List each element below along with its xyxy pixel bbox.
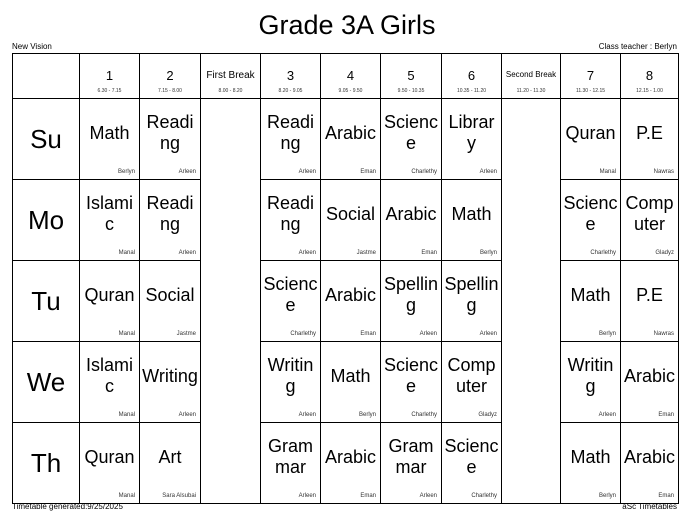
- subject: Library: [448, 112, 495, 153]
- period-label: 1: [105, 68, 114, 83]
- period-header: [80, 54, 140, 99]
- lesson-cell: [261, 423, 321, 504]
- period-label: 4: [346, 68, 355, 83]
- teacher: Berlyn: [598, 493, 616, 499]
- teacher: Jastme: [356, 250, 376, 256]
- lesson-cell: [442, 99, 502, 180]
- subject: Spelling: [444, 274, 499, 315]
- subject: Science: [383, 355, 439, 396]
- subject: Science: [263, 274, 318, 315]
- period-time: 12.15 - 1.00: [636, 88, 663, 94]
- period-label: 5: [407, 68, 415, 83]
- subject: Social: [325, 203, 376, 224]
- teacher: Arleen: [298, 250, 316, 256]
- period-label: 3: [286, 68, 295, 83]
- teacher: Berlyn: [117, 169, 135, 175]
- lesson-cell: [381, 261, 442, 342]
- period-time: 6.30 - 7.15: [97, 88, 122, 94]
- lesson-cell: [621, 180, 679, 261]
- subject: P.E: [636, 122, 663, 143]
- teacher: Eman: [360, 169, 376, 175]
- teacher: Manal: [599, 169, 616, 175]
- subject: Reading: [146, 112, 194, 153]
- teacher: Eman: [360, 493, 376, 499]
- period-header: [261, 54, 321, 99]
- lesson-cell: [80, 180, 140, 261]
- teacher: Gladyz: [478, 412, 497, 418]
- subject: Grammar: [388, 436, 434, 477]
- teacher: Arleen: [479, 169, 497, 175]
- subject: Arabic: [324, 446, 377, 467]
- subject: Arabic: [623, 365, 676, 386]
- period-header: [140, 54, 201, 99]
- subject: Writing: [567, 355, 614, 396]
- teacher: Eman: [658, 412, 674, 418]
- lesson-cell: [321, 99, 381, 180]
- lesson-cell: [261, 99, 321, 180]
- lesson-cell: [442, 423, 502, 504]
- lesson-cell: [140, 99, 201, 180]
- lesson-cell: [261, 261, 321, 342]
- period-time: 8.00 - 8.20: [218, 88, 243, 94]
- lesson-cell: [140, 423, 201, 504]
- lesson-cell: [321, 261, 381, 342]
- teacher: Manal: [118, 412, 135, 418]
- lesson-cell: [261, 180, 321, 261]
- subject: Quran: [565, 122, 616, 143]
- teacher: Manal: [118, 493, 135, 499]
- period-label: First Break: [206, 70, 255, 81]
- teacher: Manal: [118, 250, 135, 256]
- page-title: Grade 3A Girls: [258, 10, 436, 40]
- lesson-cell: [80, 423, 140, 504]
- subject: Science: [563, 193, 618, 234]
- timetable: [12, 53, 679, 504]
- day-label: Th: [13, 423, 80, 504]
- lesson-cell: [561, 342, 621, 423]
- teacher: Berlyn: [598, 331, 616, 337]
- teacher: Gladyz: [655, 250, 674, 256]
- teacher: Sara Alsubai: [162, 493, 196, 499]
- second-break-column: [502, 99, 561, 504]
- school-name: New Vision: [12, 42, 52, 51]
- teacher: Berlyn: [358, 412, 376, 418]
- subject: Math: [451, 203, 492, 224]
- teacher: Arleen: [178, 169, 196, 175]
- day-label: Mo: [13, 180, 80, 261]
- day-row: [13, 180, 679, 261]
- teacher: Arleen: [419, 493, 437, 499]
- subject: Quran: [84, 284, 135, 305]
- lesson-cell: [321, 423, 381, 504]
- first-break-column: [201, 99, 261, 504]
- lesson-cell: [80, 342, 140, 423]
- lesson-cell: [140, 180, 201, 261]
- teacher: Charlethy: [411, 412, 437, 418]
- lesson-cell: [80, 99, 140, 180]
- lesson-cell: [381, 180, 442, 261]
- lesson-cell: [442, 342, 502, 423]
- lesson-cell: [561, 261, 621, 342]
- period-header: [321, 54, 381, 99]
- period-label: Second Break: [505, 70, 557, 79]
- teacher: Manal: [118, 331, 135, 337]
- software-credit: aSc Timetables: [622, 502, 677, 511]
- teacher: Berlyn: [479, 250, 497, 256]
- subject: Islamic: [85, 355, 133, 396]
- teacher: Eman: [421, 250, 437, 256]
- period-time: 8.20 - 9.05: [278, 88, 303, 94]
- teacher: Arleen: [298, 493, 316, 499]
- subject: Writing: [142, 365, 198, 386]
- lesson-cell: [621, 342, 679, 423]
- subject: Arabic: [324, 284, 377, 305]
- subject: Writing: [267, 355, 314, 396]
- lesson-cell: [381, 99, 442, 180]
- subject: Grammar: [268, 436, 313, 477]
- lesson-cell: [561, 99, 621, 180]
- lesson-cell: [442, 261, 502, 342]
- period-label: 8: [645, 68, 654, 83]
- period-header: [621, 54, 679, 99]
- day-label: We: [13, 342, 80, 423]
- teacher: Eman: [360, 331, 376, 337]
- teacher: Charlethy: [471, 493, 497, 499]
- day-label: Su: [13, 99, 80, 180]
- header-row: [13, 54, 679, 99]
- lesson-cell: [442, 180, 502, 261]
- lesson-cell: [621, 99, 679, 180]
- teacher: Arleen: [178, 250, 196, 256]
- subject: Reading: [146, 193, 194, 234]
- subject: Science: [383, 112, 439, 153]
- period-time: 10.35 - 11.20: [456, 88, 487, 94]
- period-label: 6: [467, 68, 476, 83]
- lesson-cell: [140, 261, 201, 342]
- period-label: 2: [166, 68, 174, 83]
- subject: Science: [444, 436, 499, 477]
- subject: Quran: [84, 446, 135, 467]
- period-header: [442, 54, 502, 99]
- teacher: Charlethy: [590, 250, 616, 256]
- subject: Computer: [447, 355, 496, 396]
- teacher: Arleen: [298, 169, 316, 175]
- subject: P.E: [636, 284, 663, 305]
- subject: Arabic: [324, 122, 377, 143]
- day-row: [13, 261, 679, 342]
- lesson-cell: [381, 423, 442, 504]
- subject: Islamic: [85, 193, 133, 234]
- subject: Math: [89, 122, 130, 143]
- break-header: [502, 54, 561, 99]
- lesson-cell: [321, 180, 381, 261]
- teacher: Charlethy: [290, 331, 316, 337]
- break-header: [201, 54, 261, 99]
- teacher: Charlethy: [411, 169, 437, 175]
- teacher: Eman: [658, 493, 674, 499]
- subject: Math: [570, 446, 611, 467]
- lesson-cell: [621, 423, 679, 504]
- teacher: Arleen: [298, 412, 316, 418]
- teacher: Nawras: [653, 169, 674, 175]
- period-time: 9.50 - 10.35: [397, 88, 425, 94]
- period-time: 9.05 - 9.50: [338, 88, 363, 94]
- subject: Math: [330, 365, 371, 386]
- day-label: Tu: [13, 261, 80, 342]
- teacher: Jastme: [176, 331, 196, 337]
- lesson-cell: [140, 342, 201, 423]
- subject: Spelling: [383, 274, 439, 315]
- period-time: 11.30 - 12.15: [575, 88, 606, 94]
- lesson-cell: [321, 342, 381, 423]
- day-row: [13, 99, 679, 180]
- period-time: 11.20 - 11.30: [516, 88, 546, 94]
- class-teacher: Class teacher : Berlyn: [598, 42, 677, 51]
- subject: Arabic: [385, 203, 437, 224]
- subject: Social: [145, 284, 195, 305]
- subject: Reading: [266, 193, 315, 234]
- period-header: [561, 54, 621, 99]
- teacher: Arleen: [479, 331, 497, 337]
- lesson-cell: [561, 180, 621, 261]
- lesson-cell: [381, 342, 442, 423]
- lesson-cell: [261, 342, 321, 423]
- day-row: [13, 342, 679, 423]
- subject: Reading: [266, 112, 315, 153]
- day-row: [13, 423, 679, 504]
- period-label: 7: [586, 68, 595, 83]
- lesson-cell: [621, 261, 679, 342]
- subject: Arabic: [623, 446, 676, 467]
- teacher: Arleen: [178, 412, 196, 418]
- period-header: [381, 54, 442, 99]
- corner-cell: [13, 54, 80, 99]
- period-time: 7.15 - 8.00: [158, 88, 182, 94]
- generated-date: Timetable generated:9/25/2025: [12, 502, 123, 511]
- lesson-cell: [80, 261, 140, 342]
- teacher: Nawras: [653, 331, 674, 337]
- teacher: Arleen: [419, 331, 437, 337]
- subject: Art: [158, 446, 182, 467]
- teacher: Arleen: [598, 412, 616, 418]
- subject: Computer: [625, 193, 674, 234]
- lesson-cell: [561, 423, 621, 504]
- subject: Math: [570, 284, 611, 305]
